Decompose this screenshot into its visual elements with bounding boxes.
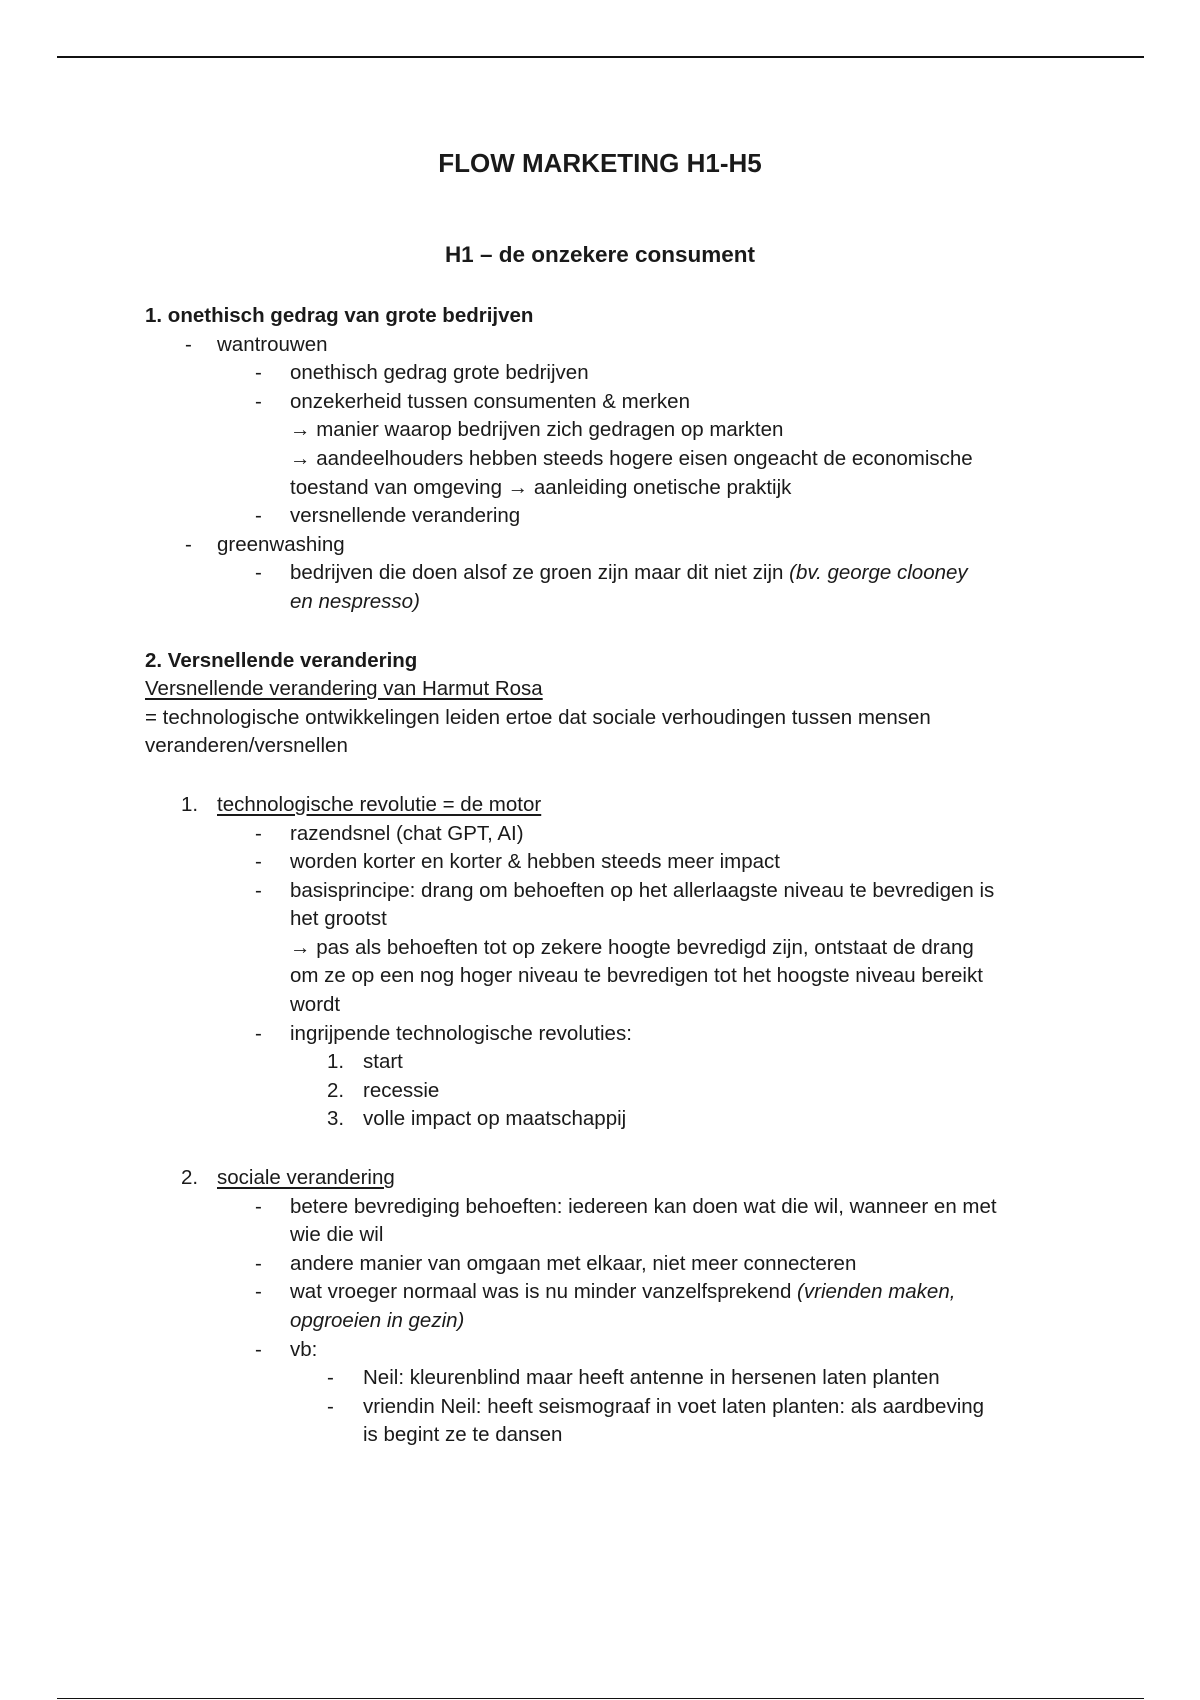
bullet-dash: - bbox=[255, 1194, 262, 1218]
numbered-sub-item-text: start bbox=[363, 1050, 403, 1074]
arrow-note: → manier waarop bedrijven zich gedragen op markten bbox=[290, 418, 784, 442]
list-item-text: bedrijven die doen alsof ze groen zijn maar dit niet zijn bbox=[290, 561, 790, 585]
numbered-sub-item bbox=[145, 1048, 1075, 1077]
item-number: 2. bbox=[181, 1166, 199, 1190]
sub-list-item bbox=[145, 1364, 1075, 1393]
bullet-dash: - bbox=[255, 850, 262, 874]
bullet-dash: - bbox=[185, 332, 192, 356]
bullet-dash: - bbox=[255, 504, 262, 528]
sub-list-item bbox=[145, 1393, 1075, 1450]
numbered-item-label: technologische revolutie = de motor bbox=[217, 792, 542, 816]
arrow-note-continued: om ze op een nog hoger niveau te bevredigen tot het hoogste niveau bereikt bbox=[290, 964, 983, 988]
definition-continued: veranderen/versnellen bbox=[145, 734, 348, 758]
sub-list-item-text: vriendin Neil: heeft seismograaf in voet laten planten: als aardbeving bbox=[363, 1394, 985, 1418]
list-item-text: ingrijpende technologische revoluties: bbox=[290, 1021, 632, 1045]
list-item-text: wat vroeger normaal was is nu minder vanzelfsprekend bbox=[290, 1280, 798, 1304]
bullet-dash: - bbox=[327, 1366, 334, 1390]
sub-list-item-text-continued: is begint ze te dansen bbox=[363, 1423, 563, 1447]
top-rule bbox=[57, 56, 1144, 58]
list-item-wantrouwen bbox=[145, 331, 1075, 360]
bullet-dash: - bbox=[255, 361, 262, 385]
numbered-item-social-change bbox=[145, 1164, 1075, 1193]
list-item bbox=[145, 820, 1075, 849]
sub-list-item-text: Neil: kleurenblind maar heeft antenne in hersenen laten planten bbox=[363, 1366, 940, 1390]
list-item-text: versnellende verandering bbox=[290, 504, 521, 528]
arrow-note-continued: wordt bbox=[290, 993, 341, 1017]
numbered-sub-item bbox=[145, 1105, 1075, 1134]
list-item-text: worden korter en korter & hebben steeds meer impact bbox=[290, 850, 780, 874]
item-number: 2. bbox=[327, 1078, 345, 1102]
list-item bbox=[145, 848, 1075, 877]
list-item bbox=[145, 559, 1075, 616]
list-item-text-continued: wie die wil bbox=[290, 1223, 384, 1247]
arrow-note: → pas als behoeften tot op zekere hoogte bevredigd zijn, ontstaat de drang bbox=[290, 935, 974, 959]
numbered-item-label: sociale verandering bbox=[217, 1166, 395, 1190]
bullet-dash: - bbox=[255, 561, 262, 585]
bullet-dash: - bbox=[255, 389, 262, 413]
numbered-sub-item-text: recessie bbox=[363, 1078, 440, 1102]
example-text: (bv. george clooney bbox=[789, 561, 968, 585]
list-item-vb bbox=[145, 1336, 1075, 1365]
section-2-heading: 2. Versnellende verandering bbox=[145, 648, 418, 672]
list-item bbox=[145, 1250, 1075, 1279]
list-item-text: basisprincipe: drang om behoeften op het allerlaagste niveau te bevredigen is bbox=[290, 878, 995, 902]
bottom-rule bbox=[57, 1698, 1144, 1699]
list-item-label: greenwashing bbox=[217, 532, 345, 556]
document-body bbox=[145, 302, 1075, 1450]
section-2-subheading: Versnellende verandering van Harmut Rosa bbox=[145, 677, 543, 701]
item-number: 1. bbox=[181, 792, 199, 816]
list-item-revoluties bbox=[145, 1020, 1075, 1049]
bullet-dash: - bbox=[185, 532, 192, 556]
list-item-greenwashing bbox=[145, 531, 1075, 560]
numbered-sub-item-text: volle impact op maatschappij bbox=[363, 1107, 627, 1131]
list-item-text: onzekerheid tussen consumenten & merken bbox=[290, 389, 690, 413]
section-1-heading: 1. onethisch gedrag van grote bedrijven bbox=[145, 304, 534, 327]
list-item bbox=[145, 1278, 1075, 1335]
example-text-continued: opgroeien in gezin) bbox=[290, 1309, 465, 1332]
list-item-text: vb: bbox=[290, 1337, 318, 1361]
bullet-dash: - bbox=[255, 1021, 262, 1045]
numbered-item-tech-revolution bbox=[145, 791, 1075, 820]
bullet-dash: - bbox=[255, 1280, 262, 1304]
arrow-note-continued: toestand van omgeving → aanleiding onetische praktijk bbox=[290, 475, 792, 499]
bullet-dash: - bbox=[327, 1394, 334, 1418]
list-item-label: wantrouwen bbox=[217, 332, 328, 356]
numbered-sub-item bbox=[145, 1077, 1075, 1106]
list-item-basisprincipe bbox=[145, 877, 1075, 1020]
list-item-text: andere manier van omgaan met elkaar, niet meer connecteren bbox=[290, 1251, 857, 1275]
list-item-text: razendsnel (chat GPT, AI) bbox=[290, 821, 524, 845]
item-number: 3. bbox=[327, 1107, 345, 1131]
example-text-continued: en nespresso) bbox=[290, 589, 420, 613]
item-number: 1. bbox=[327, 1050, 345, 1074]
bullet-dash: - bbox=[255, 1251, 262, 1275]
bullet-dash: - bbox=[255, 1337, 262, 1361]
list-item bbox=[145, 1193, 1075, 1250]
list-item-text-continued: het grootst bbox=[290, 907, 387, 931]
list-item bbox=[145, 502, 1075, 531]
bullet-dash: - bbox=[255, 821, 262, 845]
list-item bbox=[145, 359, 1075, 388]
list-item bbox=[145, 388, 1075, 502]
chapter-title: H1 – de onzekere consument bbox=[444, 242, 756, 267]
list-item-text: betere bevrediging behoeften: iedereen kan doen wat die wil, wanneer en met bbox=[290, 1194, 997, 1218]
arrow-note: → aandeelhouders hebben steeds hogere eisen ongeacht de economische bbox=[290, 446, 973, 470]
example-text: (vrienden maken, bbox=[797, 1280, 956, 1304]
list-item-text: onethisch gedrag grote bedrijven bbox=[290, 361, 589, 385]
document-title: FLOW MARKETING H1-H5 bbox=[438, 148, 762, 178]
bullet-dash: - bbox=[255, 878, 262, 902]
definition: = technologische ontwikkelingen leiden ertoe dat sociale verhoudingen tussen mensen bbox=[145, 705, 931, 729]
